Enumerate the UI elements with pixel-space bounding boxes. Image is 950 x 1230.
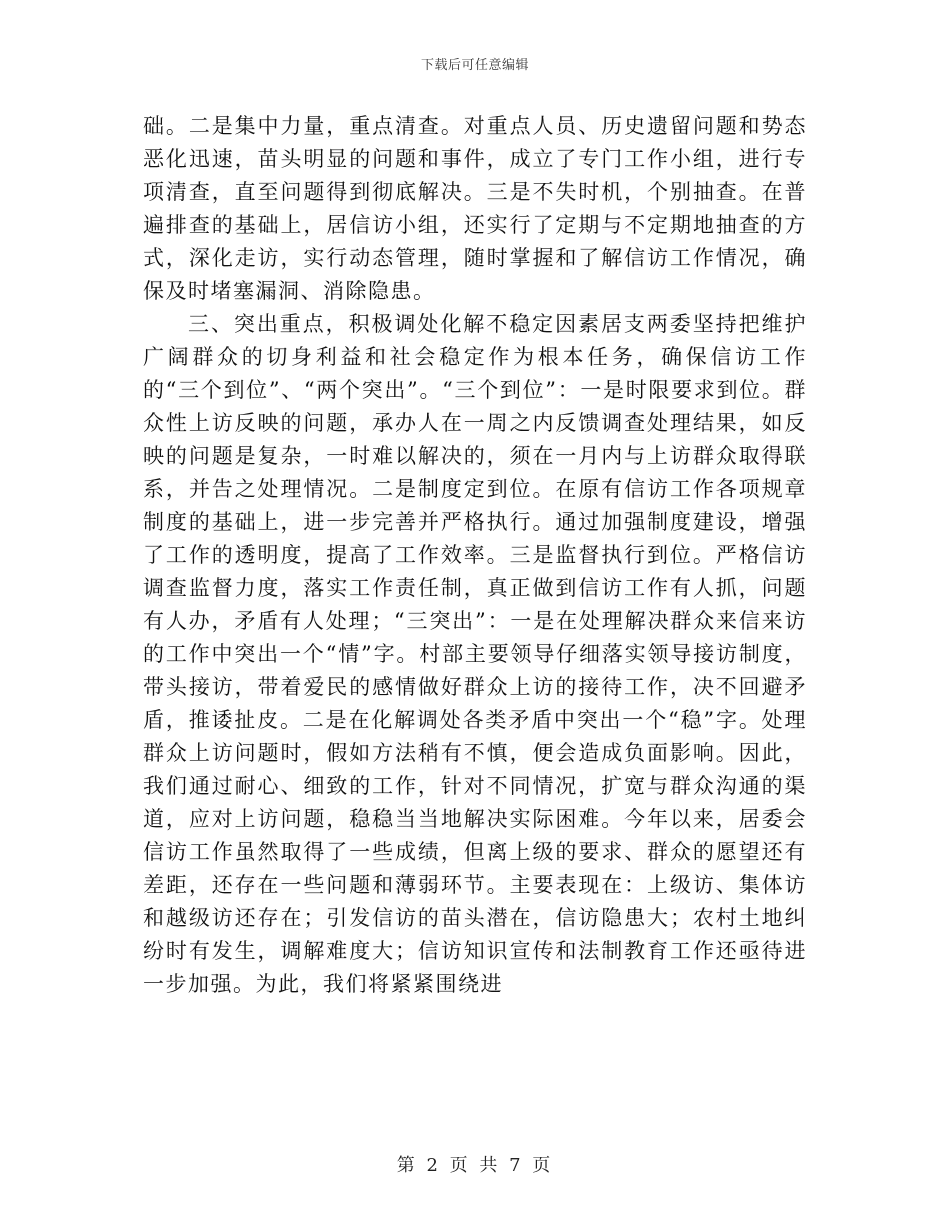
page-header: 下载后可任意编辑: [420, 58, 529, 73]
document-body: [143, 110, 807, 1001]
paragraph-section-three: 三、突出重点，积极调处化解不稳定因素居支两委坚持把维护广阔群众的切身利益和社会稳定作为根本任务，确保信访工作的“三个到位”、“两个突出”。“三个到位”：一是时限要求到位。群众性上访反映的问题，承办人在一周之内反馈调查处理结果，如反映的问题是复杂，一时难以解决的，须在一月内与上访群众取得联系，并告之处理情况。二是制度定到位。在原有信访工作各项规章制度的基础上，进一步完善并严格执行。通过加强制度建设，增强了工作的透明度，提高了工作效率。三是监督执行到位。严格信访调查监督力度，落实工作责任制，真正做到信访工作有人抓，问题有人办，矛盾有人处理；“三突出”：一是在处理解决群众来信来访的工作中突出一个“情”字。村部主要领导仔细落实领导接访制度，带头接访，带着爱民的感情做好群众上访的接待工作，决不回避矛盾，推诿扯皮。二是在化解调处各类矛盾中突出一个“稳”字。处理群众上访问题时，假如方法稍有不慎，便会造成负面影响。因此，我们通过耐心、细致的工作，针对不同情况，扩宽与群众沟通的渠道，应对上访问题，稳稳当当地解决实际困难。今年以来，居委会信访工作虽然取得了一些成绩，但离上级的要求、群众的愿望还有差距，还存在一些问题和薄弱环节。主要表现在：上级访、集体访和越级访还存在；引发信访的苗头潜在，信访隐患大；农村土地纠纷时有发生，调解难度大；信访知识宣传和法制教育工作还亟待进一步加强。为此，我们将紧紧围绕进: [143, 312, 807, 996]
page-number-footer: 第 2 页 共 7 页: [396, 1155, 554, 1176]
paragraph-continuation: 础。二是集中力量，重点清查。对重点人员、历史遗留问题和势态恶化迅速，苗头明显的问题和事件，成立了专门工作小组，进行专项清查，直至问题得到彻底解决。三是不失时机，个别抽查。在普遍排查的基础上，居信访小组，还实行了定期与不定期地抽查的方式，深化走访，实行动态管理，随时掌握和了解信访工作情况，确保及时堵塞漏洞、消除隐患。: [143, 114, 807, 303]
